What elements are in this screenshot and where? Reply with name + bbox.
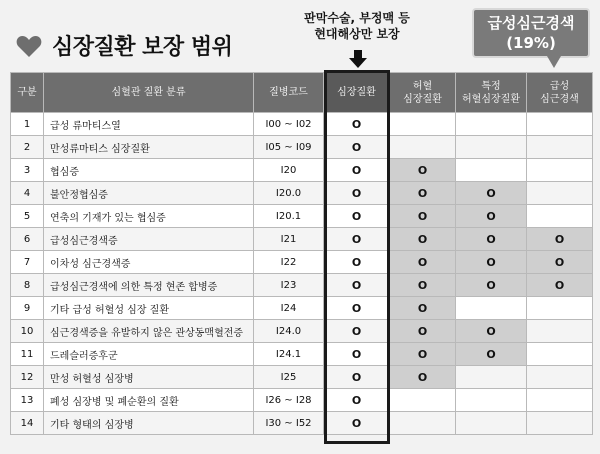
- row-special-mark: [456, 136, 527, 159]
- row-number: 7: [11, 251, 44, 274]
- row-ischemic-mark: O: [390, 366, 456, 389]
- row-heart-mark: O: [324, 389, 390, 412]
- table-row: [11, 228, 593, 251]
- row-category: 급성심근경색증: [44, 228, 254, 251]
- row-category: 급성심근경색에 의한 특정 현존 합병증: [44, 274, 254, 297]
- callout-line-1: 급성심근경색: [487, 14, 575, 32]
- row-special-mark: O: [456, 228, 527, 251]
- row-ischemic-mark: O: [390, 205, 456, 228]
- row-special-mark: [456, 389, 527, 412]
- row-heart-mark: O: [324, 205, 390, 228]
- header-special-line-2: 허혈심장질환: [462, 93, 520, 105]
- row-heart-mark: O: [324, 412, 390, 435]
- header-ischemic: [390, 73, 456, 113]
- callout-badge: [472, 8, 590, 58]
- table-row: [11, 113, 593, 136]
- row-code: I26 ~ I28: [254, 389, 324, 412]
- callout-pointer-icon: [547, 56, 561, 70]
- row-special-mark: [456, 366, 527, 389]
- row-code: I23: [254, 274, 324, 297]
- table-row: [11, 136, 593, 159]
- row-special-mark: O: [456, 182, 527, 205]
- table-row: [11, 274, 593, 297]
- header-ischemic-line-2: 심장질환: [403, 93, 442, 105]
- table-row: [11, 366, 593, 389]
- row-number: 6: [11, 228, 44, 251]
- row-ischemic-mark: [390, 136, 456, 159]
- row-number: 1: [11, 113, 44, 136]
- header-acute-line-2: 심근경색: [540, 93, 579, 105]
- row-acute-mark: [527, 320, 593, 343]
- row-ischemic-mark: [390, 113, 456, 136]
- row-special-mark: O: [456, 343, 527, 366]
- annotation-line-1: 판막수술, 부정맥 등: [304, 11, 410, 25]
- row-special-mark: [456, 412, 527, 435]
- row-category: 기타 급성 허혈성 심장 질환: [44, 297, 254, 320]
- row-heart-mark: O: [324, 251, 390, 274]
- row-acute-mark: [527, 136, 593, 159]
- row-heart-mark: O: [324, 343, 390, 366]
- row-acute-mark: [527, 412, 593, 435]
- row-code: I21: [254, 228, 324, 251]
- row-code: I30 ~ I52: [254, 412, 324, 435]
- row-heart-mark: O: [324, 274, 390, 297]
- row-ischemic-mark: O: [390, 159, 456, 182]
- row-heart-mark: O: [324, 136, 390, 159]
- heart-icon: [16, 34, 42, 58]
- row-acute-mark: O: [527, 274, 593, 297]
- table-row: [11, 320, 593, 343]
- header-special: [456, 73, 527, 113]
- row-code: I24.1: [254, 343, 324, 366]
- row-code: I20.1: [254, 205, 324, 228]
- row-number: 8: [11, 274, 44, 297]
- row-ischemic-mark: O: [390, 320, 456, 343]
- row-acute-mark: [527, 113, 593, 136]
- row-number: 3: [11, 159, 44, 182]
- row-acute-mark: [527, 159, 593, 182]
- header-acute: [527, 73, 593, 113]
- row-category: 만성류마티스 심장질환: [44, 136, 254, 159]
- row-special-mark: O: [456, 274, 527, 297]
- header-heart: 심장질환: [324, 73, 390, 113]
- row-code: I05 ~ I09: [254, 136, 324, 159]
- row-heart-mark: O: [324, 297, 390, 320]
- row-ischemic-mark: O: [390, 274, 456, 297]
- row-heart-mark: O: [324, 366, 390, 389]
- annotation-note: [292, 10, 422, 42]
- row-number: 5: [11, 205, 44, 228]
- table-body: [11, 113, 593, 435]
- row-code: I00 ~ I02: [254, 113, 324, 136]
- row-heart-mark: O: [324, 159, 390, 182]
- row-category: 이차성 심근경색증: [44, 251, 254, 274]
- annotation-line-2: 현대해상만 보장: [314, 27, 400, 41]
- row-ischemic-mark: O: [390, 182, 456, 205]
- table-row: [11, 251, 593, 274]
- row-acute-mark: [527, 297, 593, 320]
- row-heart-mark: O: [324, 228, 390, 251]
- header-code: 질병코드: [254, 73, 324, 113]
- row-acute-mark: [527, 343, 593, 366]
- row-acute-mark: O: [527, 228, 593, 251]
- header-special-line-1: 특정: [481, 80, 501, 92]
- row-number: 4: [11, 182, 44, 205]
- table-header-row: [11, 73, 593, 113]
- row-category: 연축의 기재가 있는 협심증: [44, 205, 254, 228]
- callout-line-2: (19%): [506, 34, 556, 52]
- row-code: I24: [254, 297, 324, 320]
- table-row: [11, 182, 593, 205]
- row-special-mark: [456, 113, 527, 136]
- row-heart-mark: O: [324, 113, 390, 136]
- row-special-mark: O: [456, 320, 527, 343]
- row-category: 협심증: [44, 159, 254, 182]
- row-special-mark: [456, 159, 527, 182]
- arrow-down-icon: [349, 50, 367, 68]
- header-acute-line-1: 급성: [549, 80, 570, 92]
- row-acute-mark: [527, 389, 593, 412]
- row-number: 9: [11, 297, 44, 320]
- table-row: [11, 205, 593, 228]
- row-acute-mark: [527, 205, 593, 228]
- row-heart-mark: O: [324, 182, 390, 205]
- row-acute-mark: [527, 182, 593, 205]
- title-area: [16, 30, 232, 61]
- row-special-mark: O: [456, 251, 527, 274]
- row-ischemic-mark: [390, 412, 456, 435]
- header-no: 구분: [11, 73, 44, 113]
- row-category: 드레슬러증후군: [44, 343, 254, 366]
- row-ischemic-mark: O: [390, 251, 456, 274]
- row-number: 10: [11, 320, 44, 343]
- row-code: I20: [254, 159, 324, 182]
- header-category: 심혈관 질환 분류: [44, 73, 254, 113]
- row-code: I24.0: [254, 320, 324, 343]
- row-number: 13: [11, 389, 44, 412]
- row-number: 2: [11, 136, 44, 159]
- row-number: 14: [11, 412, 44, 435]
- table-row: [11, 343, 593, 366]
- row-category: 급성 류마티스열: [44, 113, 254, 136]
- row-code: I25: [254, 366, 324, 389]
- header-ischemic-line-1: 허혈: [412, 80, 433, 92]
- row-ischemic-mark: O: [390, 297, 456, 320]
- row-category: 불안정협심증: [44, 182, 254, 205]
- table-row: [11, 412, 593, 435]
- row-ischemic-mark: O: [390, 343, 456, 366]
- table-row: [11, 389, 593, 412]
- table-row: [11, 159, 593, 182]
- row-number: 12: [11, 366, 44, 389]
- row-category: 심근경색증을 유발하지 않은 관상동맥혈전증: [44, 320, 254, 343]
- row-ischemic-mark: O: [390, 228, 456, 251]
- row-code: I22: [254, 251, 324, 274]
- table-row: [11, 297, 593, 320]
- row-special-mark: [456, 297, 527, 320]
- row-acute-mark: [527, 366, 593, 389]
- row-heart-mark: O: [324, 320, 390, 343]
- row-code: I20.0: [254, 182, 324, 205]
- row-acute-mark: O: [527, 251, 593, 274]
- row-category: 기타 형태의 심장병: [44, 412, 254, 435]
- page-title: 심장질환 보장 범위: [52, 35, 233, 60]
- row-special-mark: O: [456, 205, 527, 228]
- coverage-table: [10, 72, 593, 435]
- row-category: 만성 허혈성 심장병: [44, 366, 254, 389]
- row-number: 11: [11, 343, 44, 366]
- row-ischemic-mark: [390, 389, 456, 412]
- row-category: 폐성 심장병 및 폐순환의 질환: [44, 389, 254, 412]
